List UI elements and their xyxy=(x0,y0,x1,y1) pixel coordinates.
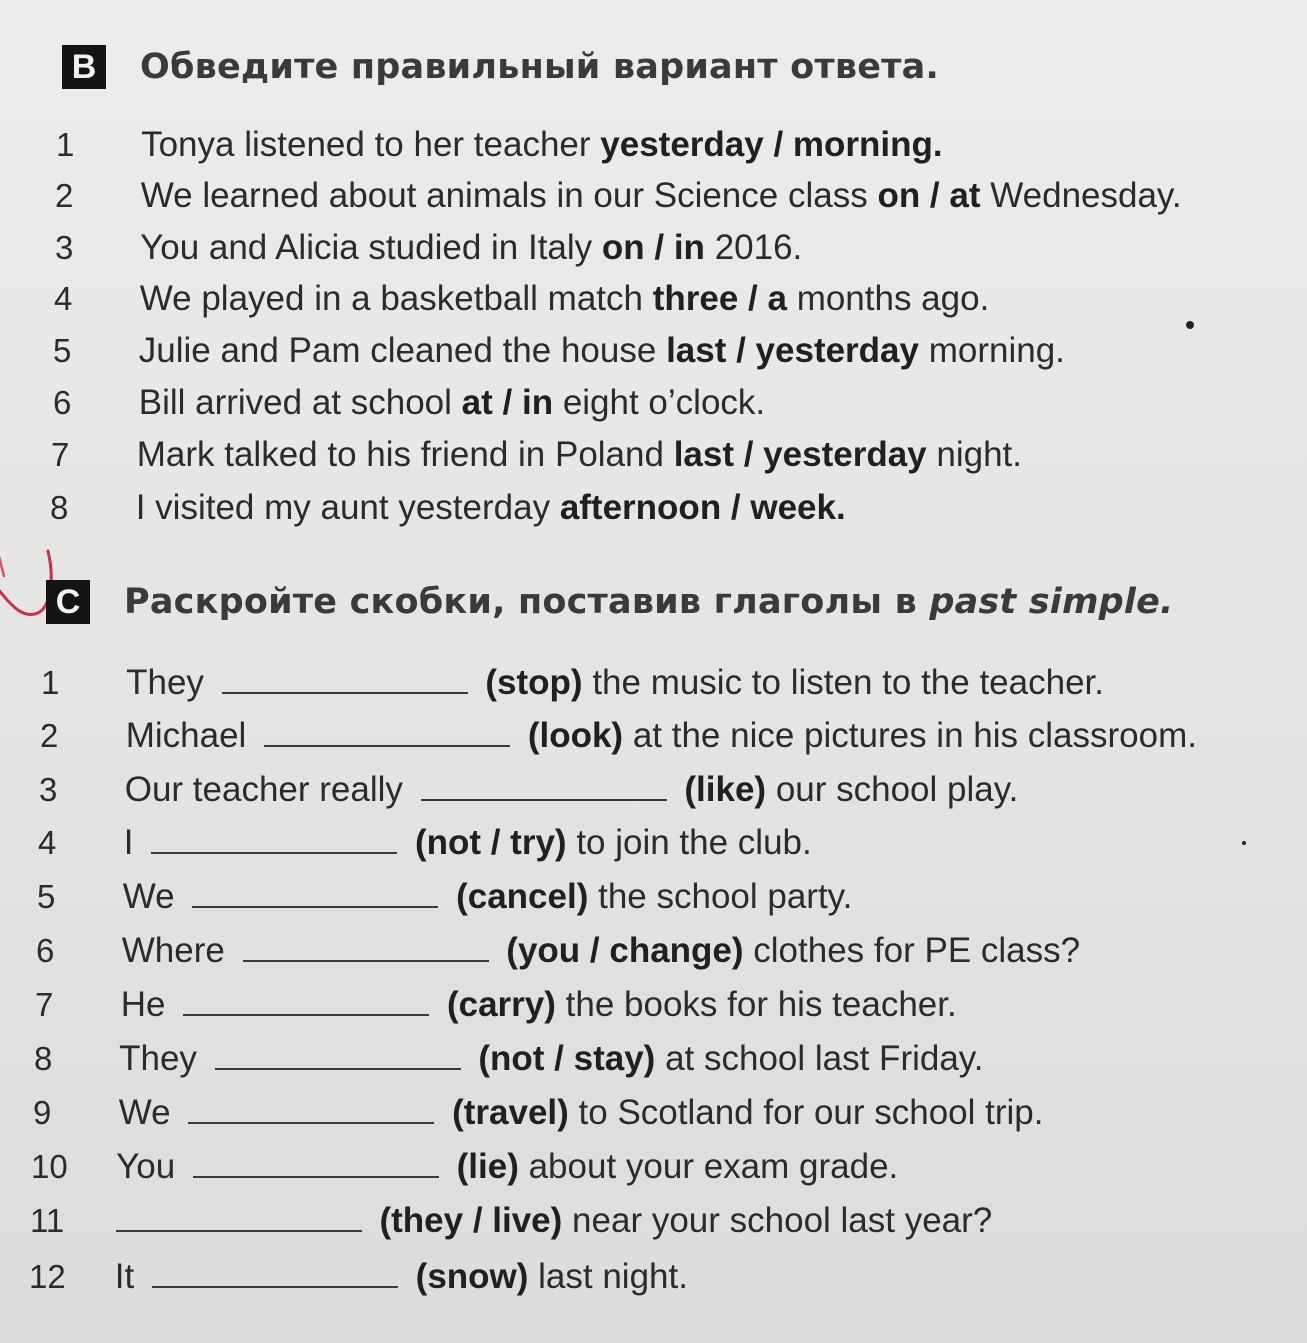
c-item xyxy=(41,664,1104,703)
b-item-text-after: morning. xyxy=(928,331,1065,370)
c-item xyxy=(36,932,1080,971)
b-item xyxy=(50,489,846,528)
b-item-number: 3 xyxy=(55,229,74,266)
b-item-choice[interactable]: afternoon / week. xyxy=(559,488,846,527)
c-item-verb: you / change xyxy=(517,931,732,970)
b-item-number: 5 xyxy=(53,332,72,369)
b-item-text-before: We learned about animals in our Science class xyxy=(140,176,868,215)
c-item-text-after: the school party. xyxy=(598,877,853,916)
c-item-verb-hint: (travel) xyxy=(452,1093,569,1132)
c-item-number: 12 xyxy=(29,1258,66,1295)
c-item-verb-hint: (they / live) xyxy=(379,1201,563,1240)
c-item-verb: lie xyxy=(468,1147,508,1186)
c-item-number: 10 xyxy=(31,1148,68,1185)
c-item-number: 8 xyxy=(34,1040,53,1077)
c-item xyxy=(39,771,1018,810)
b-item-choice[interactable]: last / yesterday xyxy=(673,435,927,474)
c-item xyxy=(33,1094,1044,1133)
b-item-text-before: Bill arrived at school xyxy=(138,383,452,422)
b-item-text-before: You and Alicia studied in Italy xyxy=(140,228,593,267)
b-item xyxy=(53,332,1065,371)
b-item xyxy=(53,384,765,423)
c-item-verb: not / try xyxy=(426,823,555,862)
b-item-number: 4 xyxy=(54,280,73,317)
c-item-text-after: the books for his teacher. xyxy=(565,985,957,1024)
c-item-verb-hint: (like) xyxy=(684,770,767,809)
c-item-number: 11 xyxy=(30,1202,65,1239)
c-item-text-after: the music to listen to the teacher. xyxy=(592,663,1104,702)
c-item-verb-hint: (stop) xyxy=(485,663,583,702)
c-item-subject: Our teacher really xyxy=(124,770,403,809)
answer-blank[interactable] xyxy=(215,1042,461,1070)
b-item-number: 6 xyxy=(53,384,72,421)
c-item-subject: He xyxy=(120,985,166,1024)
section-c-heading-main: Раскройте скобки, поставив глаголы в xyxy=(124,582,917,622)
c-item-verb: stop xyxy=(497,663,571,702)
c-item-verb-hint: (not / stay) xyxy=(478,1039,656,1078)
b-item-text-before: Tonya listened to her teacher xyxy=(141,125,591,164)
c-item xyxy=(37,878,852,917)
c-item-verb-hint: (carry) xyxy=(446,985,556,1024)
answer-blank[interactable] xyxy=(188,1096,434,1124)
c-item-number: 4 xyxy=(38,824,57,861)
c-item-verb: not / stay xyxy=(490,1039,644,1078)
answer-blank[interactable] xyxy=(264,719,510,747)
c-item-text-after: to Scotland for our school trip. xyxy=(578,1093,1044,1132)
c-item xyxy=(30,1202,992,1241)
c-item xyxy=(34,1040,983,1079)
answer-blank[interactable] xyxy=(193,1150,439,1178)
answer-blank[interactable] xyxy=(222,666,468,694)
b-item-choice[interactable]: three / a xyxy=(652,279,787,318)
c-item-subject: We xyxy=(118,1093,171,1132)
c-item-text-after: at school last Friday. xyxy=(665,1039,984,1078)
section-b xyxy=(0,0,1307,560)
c-item-verb: snow xyxy=(427,1257,517,1296)
c-item-subject: We xyxy=(122,877,175,916)
b-item-choice[interactable]: on / in xyxy=(601,228,705,267)
c-item-text-after: near your school last year? xyxy=(572,1201,993,1240)
section-c-heading xyxy=(124,582,1174,622)
c-item-verb-hint: (cancel) xyxy=(456,877,589,916)
b-item-number: 2 xyxy=(55,177,74,214)
c-item-verb: travel xyxy=(463,1093,558,1132)
b-item-choice[interactable]: last / yesterday xyxy=(666,331,919,370)
answer-blank[interactable] xyxy=(183,988,429,1016)
c-item-number: 9 xyxy=(33,1094,52,1131)
b-item-number: 1 xyxy=(56,126,75,163)
b-item-text-before: I visited my aunt yesterday xyxy=(135,488,551,527)
answer-blank[interactable] xyxy=(152,1260,398,1288)
c-item-text-after: last night. xyxy=(538,1257,688,1296)
c-item xyxy=(40,717,1197,756)
c-item-verb-hint: (look) xyxy=(527,716,624,755)
c-item-subject: They xyxy=(126,663,204,702)
section-c-heading-italic: past simple. xyxy=(929,582,1174,622)
c-item-verb-hint: (snow) xyxy=(415,1257,529,1296)
section-c-badge: C xyxy=(46,580,90,624)
c-item-number: 7 xyxy=(35,986,54,1023)
c-item-number: 3 xyxy=(39,771,58,808)
b-item-number: 7 xyxy=(51,436,70,473)
c-item-verb-hint: (not / try) xyxy=(414,823,567,862)
answer-blank[interactable] xyxy=(192,880,438,908)
c-item-verb: cancel xyxy=(467,877,577,916)
c-item-verb: like xyxy=(696,770,755,809)
b-item xyxy=(56,126,943,165)
b-item-choice[interactable]: on / at xyxy=(877,176,981,215)
c-item-number: 2 xyxy=(40,717,59,754)
c-item-number: 6 xyxy=(36,932,55,969)
c-item-text-after: our school play. xyxy=(775,770,1019,809)
c-item-number: 5 xyxy=(37,878,56,915)
b-item-text-after: Wednesday. xyxy=(990,176,1182,215)
b-item-text-before: We played in a basketball match xyxy=(139,279,643,318)
c-item xyxy=(31,1148,898,1187)
c-item-subject: I xyxy=(123,823,134,862)
c-item-subject: They xyxy=(119,1039,197,1078)
c-item-verb: carry xyxy=(458,985,545,1024)
answer-blank[interactable] xyxy=(243,934,489,962)
b-item xyxy=(51,436,1022,475)
section-b-header xyxy=(62,45,939,89)
c-item-text-after: to join the club. xyxy=(576,823,812,862)
b-item xyxy=(54,280,989,319)
b-item-text-after: 2016. xyxy=(714,228,803,267)
section-b-badge: B xyxy=(62,45,106,89)
b-item-text-after: night. xyxy=(936,435,1022,474)
section-c xyxy=(0,560,1307,1343)
c-item xyxy=(38,824,812,863)
b-item-text-before: Julie and Pam cleaned the house xyxy=(138,331,657,370)
c-item-number: 1 xyxy=(41,664,60,701)
c-item xyxy=(29,1258,688,1297)
c-item-verb-hint: (you / change) xyxy=(506,931,744,970)
b-item xyxy=(55,229,802,268)
c-item-subject: Michael xyxy=(125,716,247,755)
b-item-number: 8 xyxy=(50,489,69,526)
b-item-text-before: Mark talked to his friend in Poland xyxy=(136,435,664,474)
answer-blank[interactable] xyxy=(116,1204,362,1232)
b-item-choice[interactable]: yesterday / morning. xyxy=(600,125,943,164)
c-item-subject: It xyxy=(114,1257,135,1296)
section-c-header xyxy=(46,580,1174,624)
c-item-text-after: at the nice pictures in his classroom. xyxy=(632,716,1197,755)
c-item-subject: Where xyxy=(121,931,225,970)
c-item-subject: You xyxy=(116,1147,176,1186)
b-item-text-after: months ago. xyxy=(796,279,990,318)
section-b-heading: Обведите правильный вариант ответа. xyxy=(140,47,939,87)
c-item-text-after: clothes for PE class? xyxy=(753,931,1081,970)
b-item-choice[interactable]: at / in xyxy=(461,383,554,422)
b-item xyxy=(55,177,1182,216)
c-item xyxy=(35,986,957,1025)
answer-blank[interactable] xyxy=(151,826,397,854)
answer-blank[interactable] xyxy=(421,773,667,801)
b-item-text-after: eight o’clock. xyxy=(562,383,766,422)
c-item-text-after: about your exam grade. xyxy=(528,1147,899,1186)
c-item-verb-hint: (lie) xyxy=(456,1147,519,1186)
c-item-verb: look xyxy=(539,716,612,755)
c-item-verb: they / live xyxy=(391,1201,551,1240)
